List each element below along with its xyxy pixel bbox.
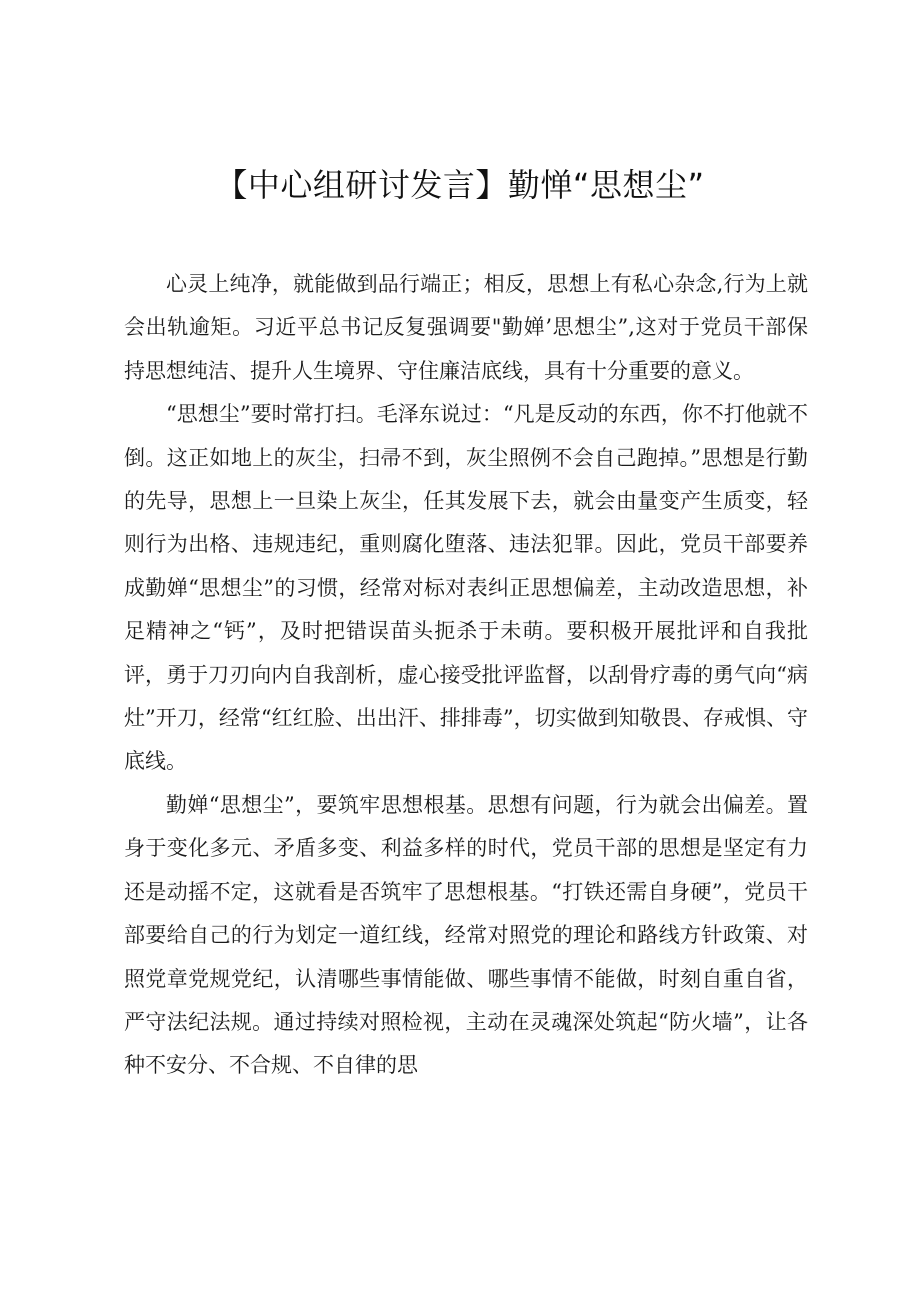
document-body — [124, 263, 808, 1088]
paragraph: 心灵上纯净，就能做到品行端正；相反，思想上有私心杂念,行为上就会出轨逾矩。习近平总书记反复强调要"勤婵’思想尘”,这对于党员干部保持思想纯洁、提升人生境界、守住廉洁底线，具有十分重要的意义。 — [124, 272, 808, 383]
paragraph: “思想尘”要时常打扫。毛泽东说过：“凡是反动的东西，你不打他就不倒。这正如地上的灰尘，扫帚不到，灰尘照例不会自己跑掉。”思想是行勤的先导，思想上一旦染上灰尘，任其发展下去，就会由量变产生质变，轻则行为出格、违规违纪，重则腐化堕落、违法犯罪。因此，党员干部要养成勤婵“思想尘”的习惯，经常对标对表纠正思想偏差，主动改造思想，补足精神之“钙”，及时把错误苗头扼杀于未萌。要积极开展批评和自我批评，勇于刀刃向内自我剖析，虚心接受批评监督，以刮骨疗毒的勇气向“病灶”开刀，经常“红红脸、出出汗、排排毒”，切实做到知敬畏、存戒惧、守底线。 — [124, 402, 808, 774]
paragraph: 勤婵“思想尘”，要筑牢思想根基。思想有问题，行为就会出偏差。置身于变化多元、矛盾多变、利益多样的时代，党员干部的思想是坚定有力还是动摇不定，这就看是否筑牢了思想根基。“打铁还需自身硬”，党员干部要给自己的行为划定一道红线，经常对照党的理论和路线方针政策、对照党章党规党纪，认清哪些事情能做、哪些事情不能做，时刻自重自省，严守法纪法规。通过持续对照检视，主动在灵魂深处筑起“防火墙”，让各种不安分、不合规、不自律的思 — [124, 792, 808, 1078]
document-title: 【中心组研讨发言】勤惮“思想尘” — [215, 166, 705, 204]
